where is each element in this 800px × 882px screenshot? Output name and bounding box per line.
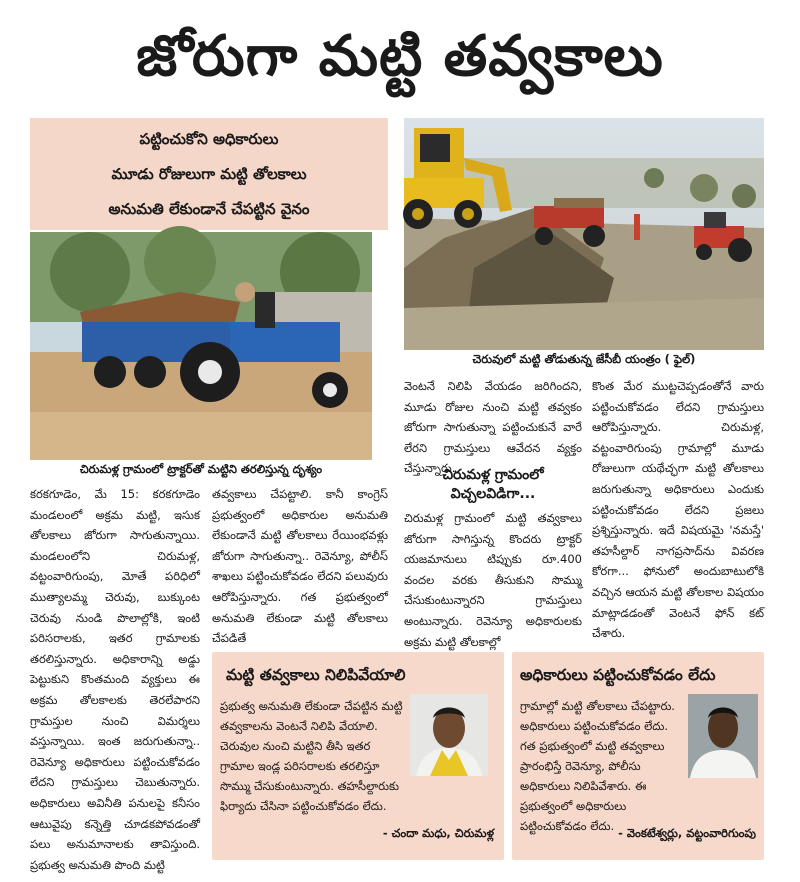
article-column-1: కరకగూడెం, మే 15: కరకగూడెం మండలంలో అక్రమ మట్టి, ఇసుక తోలకాలు జోరుగా సాగుతున్నాయి. మండలంలోని చిరుమళ్ల, వట్టంవారిగుంపు, మోతే పరిధిలో ముత్యాలమ్మ చెరువు, బుక్కుంట చెరువు నుండి పొలాల్లోకి, ఇంటి పరిసరాలకు, ఇతర గ్రామాలకు తరలిస్తున్నారు. అధికారాన్ని అడ్డు పెట్టుకుని కొంతమంది వ్యక్తులు ఈ అక్రమ తోలకాలకు తెరలేపారని గ్రామస్తుల నుంచి విమర్శలు వస్తున్నాయి. ఇంత జరుగుతున్నా.. రెవెన్యూ అధికారులు పట్టించుకోవడం లేదని గ్రామస్తులు చెబుతున్నారు. అధికారులు అవినీతి పనులపై కనీసం ఆటువైపు కన్నెత్తి చూడకపోవడంతో పలు అనుమానాలకు తావిస్తుంది. ప్రభుత్వ అనుమతి పొంది మట్టి: [30, 487, 200, 872]
column-3-subheading-1: చిరుమళ్ల గ్రామంలో: [442, 467, 544, 483]
quote-right-text: గ్రామాల్లో మట్టి తోలకాలు చేపట్టారు. అధికారులు పట్టించుకోవడం లేదు. గత ప్రభుత్వంలో మట్టి తవ్వకాలు ప్రారంభిస్తే రెవెన్యూ, పోలీసు అధికారులు నిలిపివేశారు. ఈ ప్రభుత్వంలో అధికారులు పట్టించుకోవడం లేదు.: [520, 699, 675, 833]
article-column-3-top: వెంటనే నిలిపి వేయడం జరిగిందని, మూడు రోజుల నుంచి మట్టి తవ్వకం జోరుగా సాగుతున్నా పట్టించుకునే వారే లేరని గ్రామస్తులు ఆవేదన వ్యక్తం చేస్తున్నారు.: [404, 379, 582, 476]
subheadline-box: [30, 118, 388, 230]
subheadline-3: అనుమతి లేకుండానే చేపట్టిన వైనం: [108, 199, 310, 218]
article-column-3-bottom: చిరుమళ్ల గ్రామంలో మట్టి తవ్వకాలు జోరుగా సాగిస్తున్న కొందరు ట్రాక్టర్ యజమానులు టిప్పుకు రూ.400 వందల వరకు తీసుకుని సొమ్ము చేసుకుంటున్నారని గ్రామస్తులు అంటున్నారు. రెవెన్యూ అధికారులకు అక్రమ మట్టి తోలకాల్లో: [404, 511, 582, 649]
quote-right-byline: - వెంకటేశ్వర్లు, వట్టంవారిగుంపు: [618, 826, 756, 840]
chanda-madhu-portrait-figure: [410, 694, 488, 776]
article-column-2: తవ్వకాలు చేపట్టాలి. కానీ కాంగ్రెస్ ప్రభుత్వంలో అధికారుల అనుమతి లేకుండానే మట్టి తోలకాలు రేయింభవళ్లు జోరుగా సాగుతున్నా.. రెవెన్యూ, పోలీస్ శాఖలు పట్టించుకోవడం లేదని పలువురు ఆరోపిస్తున్నారు. గత ప్రభుత్వంలో అనుమతి లేకుండా మట్టి తోలకాలు చేపడితే: [212, 487, 388, 646]
headline: జోరుగా మట్టి తవ్వకాలు: [136, 23, 664, 89]
quote-box-left: [212, 652, 504, 860]
jcb-photo: [404, 118, 764, 350]
tractor-photo-caption: చిరుమళ్ల గ్రామంలో ట్రాక్టర్‌తో మట్టిని తరలిస్తున్న దృశ్యం: [79, 462, 323, 476]
quote-left-byline: - చందా మధు, చిరుమళ్ల: [382, 826, 494, 840]
quote-box-right: [512, 652, 764, 860]
quote-left-text: ప్రభుత్వ అనుమతి లేకుండా చేపట్టిన మట్టి తవ్వకాలను వెంటనే నిలిపి వేయాలి. చెరువుల నుంచి మట్టిని తీసి ఇతర గ్రామాల ఇండ్ల పరిసరాలకు తరలిస్తూ సొమ్ము చేసుకుంటున్నారు. తహసీల్దారుకు ఫిర్యాదు చేసినా పట్టించుకోవడం లేదు.: [220, 699, 403, 813]
venkateswarlu-portrait: [688, 694, 758, 778]
tractor-photo: [30, 232, 372, 460]
quote-left-title: మట్టి తవ్వకాలు నిలిపివేయాలి: [226, 666, 406, 684]
column-3-subheading-2: విచ్చలవిడిగా...: [450, 486, 536, 502]
quote-right-title: అధికారులు పట్టించుకోవడం లేదు: [520, 666, 716, 684]
tractor-photo-illustration: [30, 232, 372, 460]
article-column-3: [404, 376, 582, 649]
chanda-madhu-portrait: [410, 694, 488, 776]
subheadline-2: మూడు రోజులుగా మట్టి తోలకాలు: [111, 164, 307, 183]
jcb-photo-caption: చెరువులో మట్టి తోడుతున్న జేసీబీ యంత్రం ( ఫైల్): [472, 352, 696, 366]
jcb-photo-illustration: [404, 118, 764, 350]
venkateswarlu-portrait-figure: [688, 694, 758, 778]
article-column-4: కొంత మేర ముట్టచెప్పడంతోనే వారు పట్టించుకోవడం లేదని గ్రామస్తులు ఆరోపిస్తున్నారు. చిరుమళ్ల, వట్టంవారిగుంపు గ్రామాల్లో మూడు రోజులుగా యథేచ్ఛగా మట్టి తోలకాలు జరుగుతున్నా అధికారులు ఎందుకు పట్టించుకోవడం లేదని ప్రజలు ప్రశ్నిస్తున్నారు. ఇదే విషయమై 'నమస్తే' తహసీల్దార్ నాగప్రసాద్‌ను వివరణ కోరగా... ఫోనులో అందుబాటులోకి వచ్చిన ఆయన మట్టి తోలకాల విషయం మాట్లాడడంతో వెంటనే ఫోన్ కట్ చేశారు.: [592, 379, 764, 641]
subheadline-1: పట్టించుకోని అధికారులు: [139, 130, 279, 149]
